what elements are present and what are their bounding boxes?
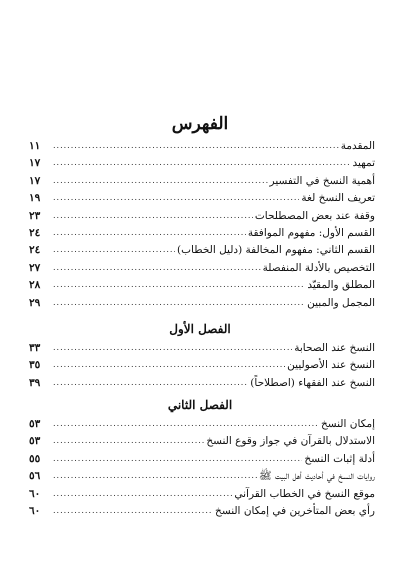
toc-entry-label: إمكان النسخ: [320, 418, 375, 430]
toc-leader-dots: [53, 432, 204, 449]
toc-leader-dots: [53, 339, 292, 356]
toc-entry-page: ٥٣: [29, 418, 41, 430]
toc-leader-dots: [53, 485, 232, 502]
toc-entry: [29, 295, 375, 312]
toc-entry-label: التخصيص بالأدلة المنفصلة: [262, 261, 375, 274]
toc-leader-dots: [53, 259, 261, 276]
toc-entry-page: ٣٣: [29, 342, 41, 354]
toc-entry: [29, 416, 375, 433]
toc-entry: [29, 503, 375, 520]
toc-entry-label: القسم الأول: مفهوم الموافقة: [247, 226, 375, 239]
toc-entry-page: ١٧: [29, 174, 41, 187]
toc-entry-label: تمهيد: [352, 157, 375, 170]
toc-leader-dots: [53, 450, 302, 467]
toc-entry-label: وقفة عند بعض المصطلحات: [254, 209, 375, 222]
chapter-two-heading: الفصل الثاني: [167, 398, 233, 412]
toc-entry-label: النسخ عند الصحابة: [294, 342, 375, 354]
toc-entry-label: المطلق والمقيّد: [307, 279, 375, 292]
toc-entry-label: موقع النسخ في الخطاب القرآني: [234, 487, 375, 500]
toc-entry-label: أدلة إثبات النسخ: [304, 452, 375, 465]
toc-entry: [29, 155, 375, 172]
toc-leader-dots: [53, 502, 213, 519]
toc-entry: [29, 242, 375, 259]
toc-entry-label: المجمل والمبين: [307, 296, 375, 309]
toc-entry: [29, 277, 375, 294]
toc-entry: [29, 173, 375, 190]
toc-entry-label: تعريف النسخ لغة: [301, 192, 375, 205]
toc-entry-page: ٦٠: [29, 504, 41, 517]
toc-leader-dots: [53, 137, 339, 154]
toc-entry: [29, 138, 375, 155]
toc-entry: [29, 190, 375, 207]
toc-leader-dots: [53, 207, 253, 224]
toc-entry: [29, 486, 375, 503]
toc-chapter-one-list: [29, 340, 375, 392]
toc-leader-dots: [53, 294, 305, 311]
toc-entry-label: المقدمة: [340, 140, 375, 152]
toc-leader-dots: [53, 415, 319, 432]
toc-entry: [29, 451, 375, 468]
toc-entry-page: ٢٧: [29, 261, 41, 274]
toc-entry-page: ٦٠: [29, 487, 41, 500]
toc-entry: [29, 260, 375, 277]
toc-entry-page: ١٧: [29, 157, 41, 170]
toc-entry-page: ٥٥: [29, 452, 41, 465]
toc-entry: [29, 468, 375, 485]
toc-leader-dots: [53, 154, 350, 171]
toc-entry-page: ٣٩: [29, 376, 41, 389]
toc-leader-dots: [53, 356, 285, 373]
toc-entry-label: الاستدلال بالقرآن في جواز وقوع النسخ: [206, 435, 375, 448]
toc-entry-label: أهمية النسخ في التفسير: [269, 174, 375, 187]
toc-leader-dots: [53, 467, 257, 484]
toc-entry: [29, 208, 375, 225]
toc-entry-page: ٥٦: [29, 470, 41, 483]
toc-intro-list: [29, 138, 375, 312]
toc-entry-page: ٢٩: [29, 296, 41, 309]
toc-entry-page: ٢٨: [29, 279, 41, 292]
toc-entry-page: ٥٣: [29, 435, 41, 448]
toc-leader-dots: [53, 224, 246, 241]
toc-entry-label: رأي بعض المتأخرين في إمكان النسخ: [215, 504, 375, 517]
toc-leader-dots: [53, 241, 175, 258]
toc-entry-page: ٢٤: [29, 244, 41, 257]
toc-entry-label: النسخ عند الأصوليين: [287, 359, 375, 372]
toc-chapter-two-list: [29, 416, 375, 520]
toc-entry-page: ١٩: [29, 192, 41, 205]
toc-entry-label: النسخ عند الفقهاء (اصطلاحاً): [250, 376, 375, 389]
toc-leader-dots: [53, 189, 299, 206]
toc-leader-dots: [53, 276, 305, 293]
toc-entry-page: ١١: [29, 140, 41, 152]
toc-entry: [29, 340, 375, 357]
toc-entry: [29, 357, 375, 374]
page-title: الفهرس: [171, 114, 229, 134]
toc-entry-page: ٣٥: [29, 359, 41, 372]
toc-entry: [29, 225, 375, 242]
toc-entry: [29, 375, 375, 392]
toc-entry: [29, 433, 375, 450]
toc-entry-page: ٢٤: [29, 226, 41, 239]
toc-entry-label: القسم الثاني: مفهوم المخالفة (دليل الخطاب): [177, 244, 375, 257]
toc-entry-label: روايات النسخ في أحاديث أهل البيت ﷺ: [259, 470, 375, 483]
toc-entry-page: ٢٣: [29, 209, 41, 222]
toc-leader-dots: [53, 374, 248, 391]
chapter-one-heading: الفصل الأول: [169, 322, 231, 336]
toc-leader-dots: [53, 172, 268, 189]
